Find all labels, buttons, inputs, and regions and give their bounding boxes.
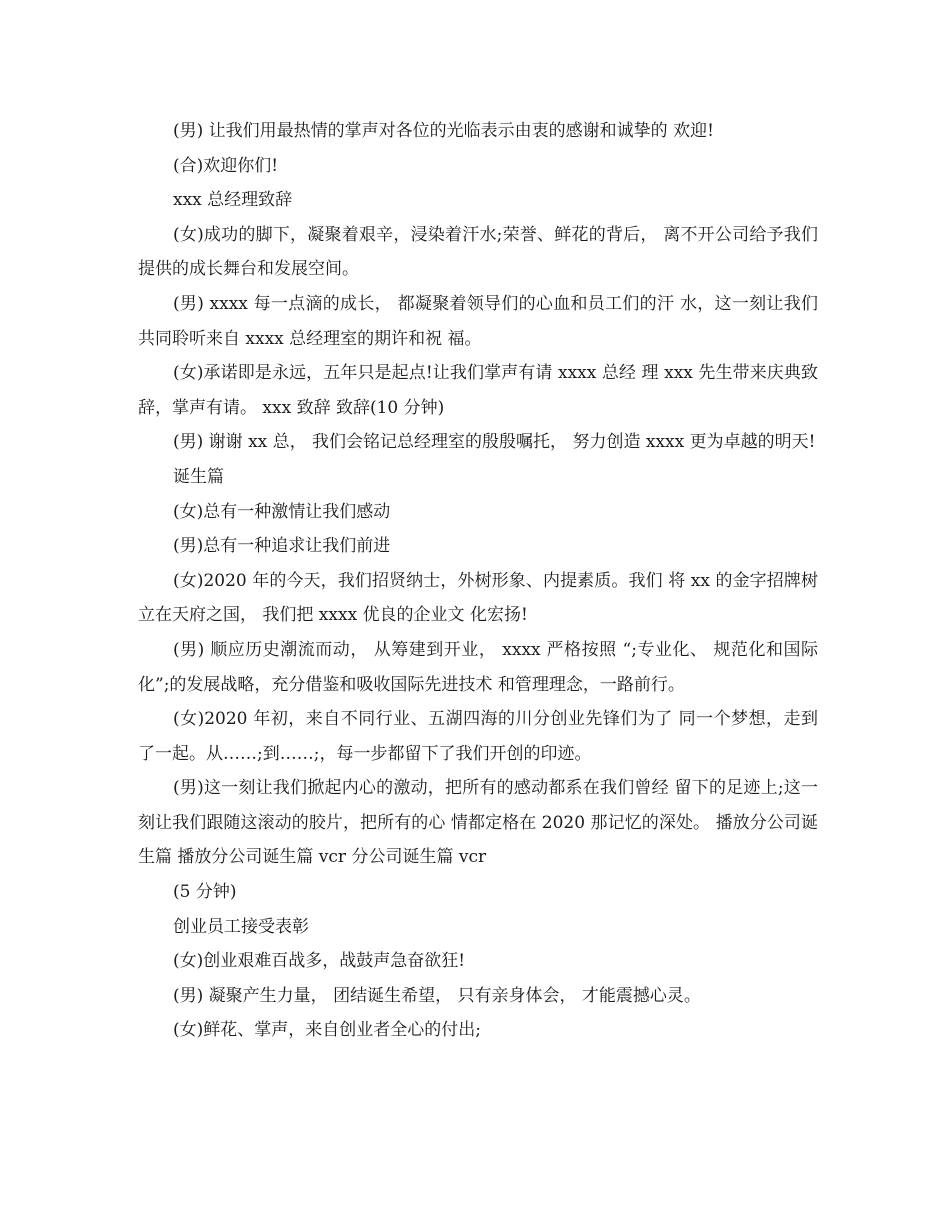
- paragraph: (男)总有一种追求让我们前进: [173, 536, 391, 557]
- section-heading: 创业员工接受表彰: [173, 916, 309, 937]
- paragraph: (5 分钟): [173, 882, 237, 903]
- paragraph: (男) xxxx 每一点滴的成长， 都凝聚着领导们的心血和员工们的汗 水，这一刻让我们共同聆听来自 xxxx 总经理室的期许和祝 福。: [138, 293, 818, 349]
- paragraph: (合)欢迎你们!: [173, 155, 279, 176]
- paragraph: (女)创业艰难百战多，战鼓声急奋欲狂!: [173, 951, 466, 972]
- document-body: [138, 114, 818, 1048]
- paragraph: (女)成功的脚下，凝聚着艰辛，浸染着汗水;荣誉、鲜花的背后， 离不开公司给予我们提供的成长舞台和发展空间。: [138, 224, 818, 280]
- section-heading: 诞生篇: [173, 466, 224, 487]
- paragraph: (男)这一刻让我们掀起内心的激动，把所有的感动都系在我们曾经 留下的足迹上;这一刻让我们跟随这滚动的胶片，把所有的心 情都定格在 2020 那记忆的深处。 播放分公司诞生篇 播放分公司诞生篇 vcr 分公司诞生篇 vcr: [138, 778, 818, 868]
- paragraph: (女)2020 年初，来自不同行业、五湖四海的川分创业先锋们为了 同一个梦想，走到了一起。从……;到……;，每一步都留下了我们开创的印迹。: [138, 709, 818, 764]
- paragraph: (女)承诺即是永远，五年只是起点!让我们掌声有请 xxxx 总经 理 xxx 先生带来庆典致辞，掌声有请。 xxx 致辞 致辞(10 分钟): [138, 363, 818, 418]
- paragraph: (男) 凝聚产生力量， 团结诞生希望， 只有亲身体会， 才能震撼心灵。: [173, 985, 701, 1006]
- paragraph: (女)鲜花、掌声，来自创业者全心的付出;: [173, 1020, 481, 1041]
- paragraph: (男) 让我们用最热情的掌声对各位的光临表示由衷的感谢和诚挚的 欢迎!: [173, 121, 714, 141]
- paragraph: (女)2020 年的今天，我们招贤纳士，外树形象、内提素质。我们 将 xx 的金字招牌树立在天府之国， 我们把 xxxx 优良的企业文 化宏扬!: [138, 570, 818, 626]
- section-heading: xxx 总经理致辞: [173, 190, 293, 211]
- paragraph: (女)总有一种激情让我们感动: [173, 501, 391, 522]
- paragraph: (男) 谢谢 xx 总， 我们会铭记总经理室的殷殷嘱托， 努力创造 xxxx 更为卓越的明天!: [173, 432, 816, 453]
- paragraph: (男) 顺应历史潮流而动， 从筹建到开业， xxxx 严格按照 “;专业化、 规范化和国际化”;的发展战略，充分借鉴和吸收国际先进技术 和管理理念，一路前行。: [138, 639, 818, 695]
